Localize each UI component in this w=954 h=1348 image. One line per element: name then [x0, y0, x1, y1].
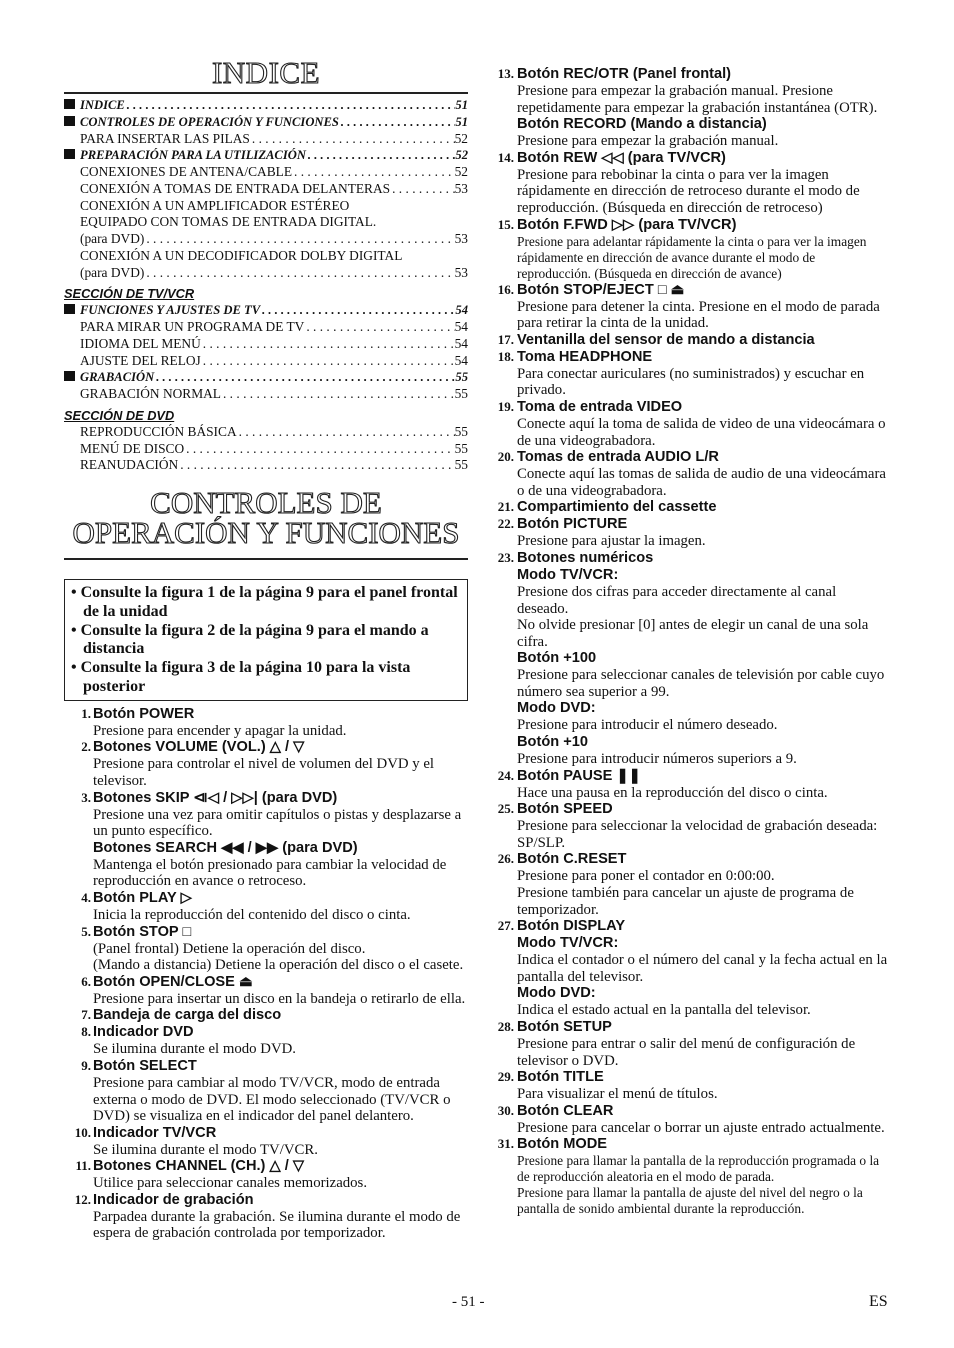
control-item	[490, 499, 890, 516]
item-description: Presione para llamar la pantalla de la reproducción programada o la de reproducción aleatoria en el modo de parada.	[517, 1153, 880, 1185]
control-item	[490, 150, 890, 217]
toc-leader-dots	[144, 265, 454, 282]
item-heading: Botón MODE	[517, 1136, 607, 1153]
toc-page-number: 54	[455, 303, 468, 318]
item-description: (Panel frontal) Detiene la operación del disco.	[93, 940, 366, 957]
toc-page-number: 55	[454, 386, 468, 401]
toc-section-heading: SECCIÓN DE DVD	[64, 407, 175, 423]
item-heading: Botón +100	[517, 650, 597, 667]
toc-leader-dots	[154, 369, 455, 386]
item-number: 18.	[497, 348, 514, 364]
item-heading: Botón +10	[517, 734, 588, 751]
toc-page-number: 55	[454, 457, 468, 473]
square-bullet-icon	[64, 99, 75, 109]
item-heading: Botón SETUP	[517, 1019, 612, 1035]
item-heading: Botón STOP/EJECT □ ⏏	[517, 281, 685, 298]
control-item	[490, 1103, 890, 1137]
item-heading: Botones SEARCH ◀◀ / ▶▶ (para DVD)	[93, 839, 358, 856]
toc-entry	[64, 319, 468, 336]
toc-page-number: 52	[454, 164, 468, 179]
item-heading: Botón REW ◁◁ (para TV/VCR)	[517, 149, 726, 166]
toc-leader-dots	[184, 441, 454, 458]
item-number: 4.	[81, 889, 91, 905]
item-description: Presione para entrar o salir del menú de configuración de televisor o DVD.	[517, 1036, 856, 1069]
toc-leader-dots	[178, 457, 454, 474]
control-item	[490, 399, 890, 449]
item-number: 25.	[497, 801, 514, 817]
toc-entry	[64, 353, 468, 370]
control-item	[490, 1136, 890, 1217]
item-description: Hace una pausa en la reproducción del disco o cinta.	[517, 784, 828, 801]
item-description: Inicia la reproducción del contenido del disco o cinta.	[93, 906, 411, 923]
toc-entry	[64, 97, 468, 114]
toc-section-heading: SECCIÓN DE TV/VCR	[64, 286, 195, 302]
item-heading: Botón CLEAR	[517, 1102, 614, 1119]
toc-entry-label: CONTROLES DE OPERACIÓN Y FUNCIONES	[80, 114, 339, 129]
toc-entry-label: GRABACIÓN	[80, 370, 155, 385]
control-item	[64, 1058, 468, 1125]
toc-entry-label: INDICE	[80, 98, 125, 112]
toc-entry-label: AJUSTE DEL RELOJ	[80, 352, 201, 368]
item-heading: Botón SELECT	[93, 1057, 197, 1074]
control-item	[490, 516, 890, 550]
item-description: Presione para seleccionar la velocidad de grabación deseada: SP/SLP.	[517, 818, 878, 851]
control-item	[490, 550, 890, 768]
item-number: 2.	[81, 739, 91, 755]
item-description: Presione para empezar la grabación manual.	[517, 133, 779, 150]
figure-references-box	[64, 579, 468, 701]
item-description: Presione para ajustar la imagen.	[517, 533, 706, 550]
controls-list-right	[490, 66, 890, 1217]
item-heading: Botón STOP □	[93, 923, 192, 940]
item-heading: Indicador de grabación	[93, 1191, 254, 1208]
control-item	[64, 1024, 468, 1058]
toc-entry	[64, 265, 468, 282]
toc-leader-dots	[250, 131, 455, 148]
square-bullet-icon	[64, 149, 75, 159]
square-bullet-icon	[64, 304, 75, 314]
item-heading: Botón POWER	[93, 705, 195, 722]
table-of-contents	[64, 97, 468, 474]
toc-entry-line: CONEXIÓN A UN AMPLIFICADOR ESTÉREO	[80, 197, 350, 213]
item-description: Se ilumina durante el modo TV/VCR.	[93, 1141, 318, 1158]
toc-leader-dots	[306, 147, 455, 164]
control-item	[64, 739, 468, 789]
toc-page-number: 51	[455, 98, 468, 112]
item-heading: Indicador DVD	[93, 1024, 194, 1041]
item-heading: Botón OPEN/CLOSE ⏏	[93, 973, 253, 990]
item-description: Se ilumina durante el modo DVD.	[93, 1041, 297, 1058]
item-number: 7.	[81, 1007, 91, 1023]
toc-page-number: 51	[455, 114, 468, 129]
page-number: - 51 -	[452, 1294, 485, 1310]
toc-entry	[64, 302, 468, 319]
toc-leader-dots	[260, 302, 455, 319]
toc-entry-label: REANUDACIÓN	[80, 457, 179, 473]
item-number: 9.	[81, 1057, 91, 1073]
control-item	[490, 217, 890, 282]
toc-page-number: 54	[454, 352, 468, 368]
item-heading: Compartimiento del cassette	[517, 499, 717, 516]
item-number: 16.	[497, 281, 514, 297]
toc-entry	[64, 441, 468, 458]
toc-leader-dots	[292, 164, 455, 181]
item-heading: Modo DVD:	[517, 985, 596, 1002]
toc-page-number: 55	[454, 423, 468, 439]
toc-leader-dots	[221, 386, 455, 403]
item-number: 26.	[497, 851, 514, 867]
item-description: Presione para detener la cinta. Presione en el modo de parada para retirar la cinta de la unidad.	[517, 298, 880, 332]
item-heading: Toma HEADPHONE	[517, 348, 653, 365]
item-number: 23.	[497, 549, 514, 565]
toc-entry	[64, 369, 468, 386]
toc-leader-dots	[125, 97, 456, 114]
left-column	[64, 56, 468, 1242]
toc-page-number: 54	[454, 335, 468, 351]
control-item	[64, 1007, 468, 1024]
toc-entry	[64, 457, 468, 474]
control-item	[64, 974, 468, 1008]
toc-page-number: 52	[455, 148, 468, 163]
item-description: Conecte aquí las tomas de salida de audio de una videocámara o de una videograbadora.	[517, 466, 886, 499]
toc-leader-dots	[201, 336, 455, 353]
toc-page-number: 53	[454, 180, 468, 196]
toc-entry	[64, 114, 468, 131]
item-heading: Botón DISPLAY	[517, 918, 626, 935]
toc-leader-dots	[201, 353, 455, 370]
item-number: 8.	[81, 1024, 91, 1040]
item-number: 28.	[497, 1019, 514, 1034]
item-heading: Botones VOLUME (VOL.) △ / ▽	[93, 739, 305, 756]
toc-leader-dots	[237, 424, 455, 441]
controles-title-line1: CONTROLES DE	[150, 485, 382, 520]
figure-reference: • Consulte la figura 1 de la página 9 para el panel frontal de la unidad	[71, 584, 458, 620]
item-heading: Botones CHANNEL (CH.) △ / ▽	[93, 1158, 305, 1175]
toc-page-number: 54	[454, 319, 468, 334]
item-description: Presione para encender y apagar la unidad.	[93, 722, 347, 739]
toc-entry	[64, 181, 468, 198]
control-item	[490, 349, 890, 399]
toc-entry-line: EQUIPADO CON TOMAS DE ENTRADA DIGITAL.	[80, 214, 377, 230]
toc-entry-label: CONEXIONES DE ANTENA/CABLE	[80, 164, 293, 179]
control-item	[490, 851, 890, 918]
item-heading: Botón C.RESET	[517, 851, 627, 868]
toc-entry-label: (para DVD)	[80, 231, 145, 246]
indice-title: INDICE	[64, 56, 468, 94]
item-heading: Botón RECORD (Mando a distancia)	[517, 116, 767, 133]
toc-entry-label: FUNCIONES Y AJUSTES DE TV	[80, 303, 261, 318]
item-heading: Botón REC/OTR (Panel frontal)	[517, 66, 732, 82]
item-number: 22.	[497, 516, 514, 532]
control-item	[64, 890, 468, 924]
item-description: Parpadea durante la grabación. Se ilumina durante el modo de espera de grabación controlada por temporizador.	[93, 1208, 461, 1242]
item-description: Utilice para seleccionar canales memorizados.	[93, 1175, 368, 1192]
item-number: 1.	[81, 705, 91, 721]
toc-leader-dots	[339, 114, 455, 131]
item-description: Presione para empezar la grabación manual. Presione repetidamente para empezar la grabación instantánea (OTR).	[517, 83, 878, 116]
item-number: 17.	[497, 331, 514, 347]
toc-entry-label: PARA MIRAR UN PROGRAMA DE TV	[80, 319, 305, 334]
toc-entry-label: (para DVD)	[80, 264, 145, 280]
item-description: Presione para adelantar rápidamente la cinta o para ver la imagen rápidamente en dirección de avance durante el modo de reproducción. (Búsqueda en dirección de avance)	[517, 233, 867, 281]
toc-entry-label: PREPARACIÓN PARA LA UTILIZACIÓN	[80, 148, 306, 163]
toc-entry-label: GRABACIÓN NORMAL	[80, 386, 221, 401]
item-heading: Botón F.FWD ▷▷ (para TV/VCR)	[517, 216, 737, 233]
item-description: Presione para llamar la pantalla de ajuste del nivel del negro o la pantalla de sonido ambiental durante la reproducción.	[517, 1185, 863, 1217]
control-item	[490, 801, 890, 851]
square-bullet-icon	[64, 371, 75, 381]
item-number: 6.	[81, 973, 91, 989]
item-description: Presione para cancelar o borrar un ajuste entrado actualmente.	[517, 1119, 885, 1136]
item-number: 3.	[81, 789, 91, 805]
item-heading: Indicador TV/VCR	[93, 1124, 217, 1141]
item-heading: Botón SPEED	[517, 801, 613, 818]
item-heading: Botón PLAY ▷	[93, 889, 192, 906]
item-description: Presione para rebobinar la cinta o para ver la imagen rápidamente en dirección de retroceso durante el modo de reproducción. (Búsqueda en dirección de retroceso)	[517, 166, 860, 216]
item-description: Presione para poner el contador en 0:00:00.	[517, 868, 775, 885]
item-heading: Modo TV/VCR:	[517, 566, 619, 583]
item-number: 27.	[497, 918, 514, 934]
item-description: Para visualizar el menú de títulos.	[517, 1086, 718, 1103]
square-bullet-icon	[64, 116, 75, 126]
item-heading: Bandeja de carga del disco	[93, 1007, 282, 1024]
item-number: 24.	[497, 767, 514, 783]
item-heading: Toma de entrada VIDEO	[517, 398, 683, 415]
controles-title	[64, 485, 468, 560]
item-description: Presione para introducir el número deseado.	[517, 717, 778, 734]
control-item	[490, 282, 890, 332]
control-item	[64, 924, 468, 974]
item-description: Indica el estado actual en la pantalla del televisor.	[517, 1002, 811, 1019]
item-description: Presione para introducir números superiors a 9.	[517, 751, 797, 768]
toc-entry-label: CONEXIÓN A TOMAS DE ENTRADA DELANTERAS	[80, 180, 391, 196]
toc-entry	[64, 386, 468, 403]
control-item	[64, 790, 468, 890]
toc-entry-label: MENÚ DE DISCO	[80, 440, 185, 456]
item-description: Presione para insertar un disco en la bandeja o retirarlo de ella.	[93, 990, 466, 1007]
figure-reference: • Consulte la figura 3 de la página 10 para la vista posterior	[71, 659, 411, 695]
toc-page-number: 55	[455, 370, 468, 385]
item-number: 14.	[497, 149, 514, 165]
control-item	[64, 1125, 468, 1159]
control-item	[64, 1158, 468, 1192]
item-heading: Ventanilla del sensor de mando a distancia	[517, 331, 815, 348]
item-description: Mantenga el botón presionado para cambiar la velocidad de reproducción en avance o retroceso.	[93, 856, 447, 890]
toc-page-number: 53	[454, 264, 468, 280]
item-heading: Botones SKIP ⧏◁ / ▷▷| (para DVD)	[93, 789, 338, 806]
item-description: Presione una vez para omitir capítulos o pistas y desplazarse a un punto específico.	[93, 806, 462, 840]
item-description: Presione para controlar el nivel de volumen del DVD y el televisor.	[93, 756, 435, 789]
toc-entry	[64, 164, 468, 181]
figure-reference: • Consulte la figura 2 de la página 9 para el mando a distancia	[71, 621, 429, 658]
item-heading: Botón PAUSE ❚❚	[517, 767, 641, 784]
item-number: 20.	[497, 449, 514, 465]
control-item	[490, 449, 890, 499]
toc-entry-label: REPRODUCCIÓN BÁSICA	[80, 423, 237, 439]
item-number: 15.	[497, 216, 514, 232]
item-heading: Botones numéricos	[517, 549, 654, 566]
control-item	[490, 768, 890, 802]
item-number: 30.	[497, 1102, 514, 1118]
toc-entry	[64, 147, 468, 164]
item-number: 12.	[74, 1191, 91, 1207]
item-number: 13.	[497, 66, 514, 81]
control-item	[490, 1019, 890, 1069]
item-description: Para conectar auriculares (no suministrados) y escuchar en privado.	[517, 365, 865, 399]
language-code: ES	[869, 1293, 888, 1310]
item-number: 5.	[81, 923, 91, 939]
item-heading: Modo DVD:	[517, 700, 596, 717]
item-description: (Mando a distancia) Detiene la operación del disco o el casete.	[93, 957, 464, 974]
item-description: Indica el contador o el número del canal y la fecha actual en la pantalla del televisor.	[517, 952, 888, 985]
toc-entry	[64, 231, 468, 248]
control-item	[64, 706, 468, 740]
item-description: Conecte aquí la toma de salida de video de una videocámara o de una videograbadora.	[517, 415, 886, 449]
toc-entry-line: CONEXIÓN A UN DECODIFICADOR DOLBY DIGITAL	[80, 247, 403, 263]
item-heading: Botón TITLE	[517, 1069, 604, 1086]
item-number: 10.	[74, 1124, 91, 1140]
item-description: Presione para cambiar al modo TV/VCR, modo de entrada externa o modo de DVD. El modo seleccionado (TV/VCR o DVD) se visualiza en el indicador del panel delantero.	[93, 1074, 451, 1125]
controls-list-left	[64, 706, 468, 1242]
toc-entry	[64, 131, 468, 148]
control-item	[490, 66, 890, 150]
toc-entry-label: PARA INSERTAR LAS PILAS	[80, 130, 250, 146]
control-item	[490, 918, 890, 1019]
toc-leader-dots	[390, 181, 455, 198]
control-item	[490, 1069, 890, 1103]
control-item	[490, 332, 890, 349]
item-heading: Modo TV/VCR:	[517, 935, 619, 952]
item-description: Presione dos cifras para acceder directamente al canal deseado.	[517, 583, 837, 617]
item-heading: Botón PICTURE	[517, 516, 628, 533]
toc-page-number: 52	[454, 130, 468, 146]
item-number: 21.	[497, 499, 514, 515]
item-description: No olvide presionar [0] antes de elegir un canal de una sola cifra.	[517, 617, 869, 650]
item-number: 11.	[75, 1158, 91, 1174]
control-item	[64, 1192, 468, 1242]
item-heading: Tomas de entrada AUDIO L/R	[517, 449, 719, 466]
toc-entry	[64, 424, 468, 441]
toc-page-number: 53	[454, 231, 468, 246]
toc-leader-dots	[144, 231, 454, 248]
item-number: 19.	[497, 398, 514, 414]
item-description: Presione también para cancelar un ajuste de programa de temporizador.	[517, 885, 854, 918]
toc-page-number: 55	[454, 440, 468, 456]
right-column	[490, 61, 890, 1217]
item-number: 29.	[497, 1069, 514, 1085]
item-description: Presione para seleccionar canales de televisión por cable cuyo número sea superior a 99.	[517, 667, 885, 700]
controles-title-line2: OPERACIÓN Y FUNCIONES	[72, 515, 460, 550]
item-number: 31.	[497, 1136, 514, 1152]
toc-leader-dots	[304, 319, 454, 336]
toc-entry	[64, 336, 468, 353]
toc-entry-label: IDIOMA DEL MENÚ	[80, 335, 201, 351]
